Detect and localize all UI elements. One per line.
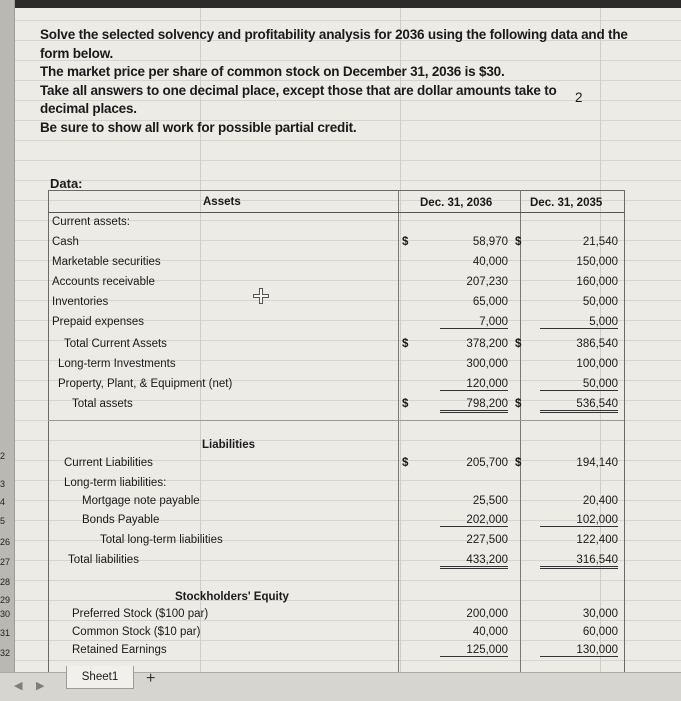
value-2036[interactable]: 300,000 [466, 358, 508, 370]
instruction-number: 2 [575, 90, 583, 105]
row-label[interactable]: Mortgage note payable [82, 495, 200, 507]
column-divider [520, 190, 521, 680]
row-number[interactable]: 31 [0, 628, 11, 638]
dollar-sign: $ [402, 236, 409, 248]
value-2036[interactable]: 120,000 [440, 378, 508, 391]
row-label[interactable]: Marketable securities [52, 256, 161, 268]
instruction-line: decimal places. [40, 101, 137, 116]
column-header-2036: Dec. 31, 2036 [420, 197, 493, 209]
value-2036[interactable]: 7,000 [440, 316, 508, 329]
row-label[interactable]: Retained Earnings [72, 644, 167, 656]
add-sheet-button[interactable]: + [146, 670, 156, 687]
value-2035[interactable]: 536,540 [540, 398, 618, 413]
value-2035[interactable]: 194,140 [576, 457, 618, 469]
value-2035[interactable]: 60,000 [582, 626, 618, 638]
value-2036[interactable]: 65,000 [472, 296, 508, 308]
value-2035[interactable]: 5,000 [540, 316, 618, 329]
value-2036[interactable]: 433,200 [440, 554, 508, 569]
value-2036[interactable]: 798,200 [440, 398, 508, 413]
row-label[interactable]: Total long-term liabilities [100, 534, 223, 546]
tab-next-arrow-icon[interactable]: ▶ [36, 680, 45, 692]
instruction-line: Take all answers to one decimal place, except those that are dollar amounts take to [40, 82, 557, 98]
crosshair-cursor-icon [252, 287, 270, 305]
row-number[interactable]: 32 [0, 648, 11, 658]
liabilities-header: Liabilities [202, 439, 256, 451]
section-divider [48, 420, 624, 421]
value-2036[interactable]: 205,700 [466, 457, 508, 469]
value-2035[interactable]: 130,000 [540, 644, 618, 657]
header-divider [48, 212, 624, 213]
dollar-sign: $ [515, 457, 522, 469]
value-2036[interactable]: 200,000 [466, 608, 508, 620]
row-number[interactable]: 2 [0, 451, 6, 461]
row-label[interactable]: Current Liabilities [64, 457, 153, 469]
instructions-block[interactable] [40, 26, 628, 137]
value-2036[interactable]: 227,500 [466, 534, 508, 546]
value-2036[interactable]: 207,230 [466, 276, 508, 288]
dollar-sign: $ [515, 236, 522, 248]
row-header-column[interactable] [0, 0, 15, 672]
value-2036[interactable]: 378,200 [466, 338, 508, 350]
top-edge [0, 0, 681, 8]
column-header-2035: Dec. 31, 2035 [530, 197, 603, 209]
value-2035[interactable]: 20,400 [582, 495, 618, 507]
equity-header: Stockholders' Equity [175, 591, 289, 603]
current-assets-label: Current assets: [52, 216, 130, 228]
value-2035[interactable]: 21,540 [582, 236, 618, 248]
row-label[interactable]: Total liabilities [68, 554, 139, 566]
row-label[interactable]: Prepaid expenses [52, 316, 145, 328]
dollar-sign: $ [402, 398, 409, 410]
row-label[interactable]: Long-term Investments [58, 358, 176, 370]
value-2036[interactable]: 25,500 [472, 495, 508, 507]
row-number[interactable]: 4 [0, 497, 6, 507]
row-number[interactable]: 30 [0, 609, 11, 619]
data-label: Data: [50, 176, 83, 191]
row-label[interactable]: Bonds Payable [82, 514, 160, 526]
column-divider [398, 190, 399, 680]
value-2036[interactable]: 202,000 [440, 514, 508, 527]
instruction-line: Solve the selected solvency and profitability analysis for 2036 using the following data and the [40, 27, 628, 42]
row-number[interactable]: 26 [0, 537, 11, 547]
assets-header: Assets [203, 196, 241, 208]
value-2035[interactable]: 102,000 [540, 514, 618, 527]
instruction-line: form below. [40, 45, 114, 61]
value-2036[interactable]: 40,000 [472, 626, 508, 638]
instruction-line: The market price per share of common stock on December 31, 2036 is $30. [40, 64, 505, 79]
row-label[interactable]: Inventories [52, 296, 109, 308]
row-number[interactable]: 3 [0, 479, 6, 489]
row-label[interactable]: Total assets [72, 398, 133, 410]
dollar-sign: $ [402, 457, 409, 469]
value-2035[interactable]: 122,400 [576, 534, 618, 546]
value-2035[interactable]: 100,000 [576, 358, 618, 370]
row-number[interactable]: 29 [0, 595, 11, 605]
instruction-line: Be sure to show all work for possible partial credit. [40, 119, 357, 135]
dollar-sign: $ [515, 398, 522, 410]
value-2035[interactable]: 50,000 [582, 296, 618, 308]
row-label[interactable]: Total Current Assets [64, 338, 167, 350]
value-2035[interactable]: 316,540 [540, 554, 618, 569]
dollar-sign: $ [402, 338, 409, 350]
value-2035[interactable]: 30,000 [582, 608, 618, 620]
row-number[interactable]: 27 [0, 557, 11, 567]
row-label[interactable]: Preferred Stock ($100 par) [72, 608, 209, 620]
row-label[interactable]: Common Stock ($10 par) [72, 626, 201, 638]
value-2036[interactable]: 125,000 [440, 644, 508, 657]
value-2035[interactable]: 150,000 [576, 256, 618, 268]
row-number[interactable]: 28 [0, 577, 11, 587]
row-label[interactable]: Cash [52, 236, 79, 248]
dollar-sign: $ [515, 338, 522, 350]
tab-sheet1[interactable]: Sheet1 [66, 666, 134, 689]
value-2036[interactable]: 40,000 [472, 256, 508, 268]
value-2036[interactable]: 58,970 [472, 236, 508, 248]
row-label[interactable]: Property, Plant, & Equipment (net) [58, 378, 233, 390]
value-2035[interactable]: 160,000 [576, 276, 618, 288]
row-label[interactable]: Long-term liabilities: [64, 477, 167, 489]
value-2035[interactable]: 386,540 [576, 338, 618, 350]
tab-prev-arrow-icon[interactable]: ◀ [14, 680, 23, 692]
row-label[interactable]: Accounts receivable [52, 276, 155, 288]
value-2035[interactable]: 50,000 [540, 378, 618, 391]
row-number[interactable]: 5 [0, 516, 6, 526]
